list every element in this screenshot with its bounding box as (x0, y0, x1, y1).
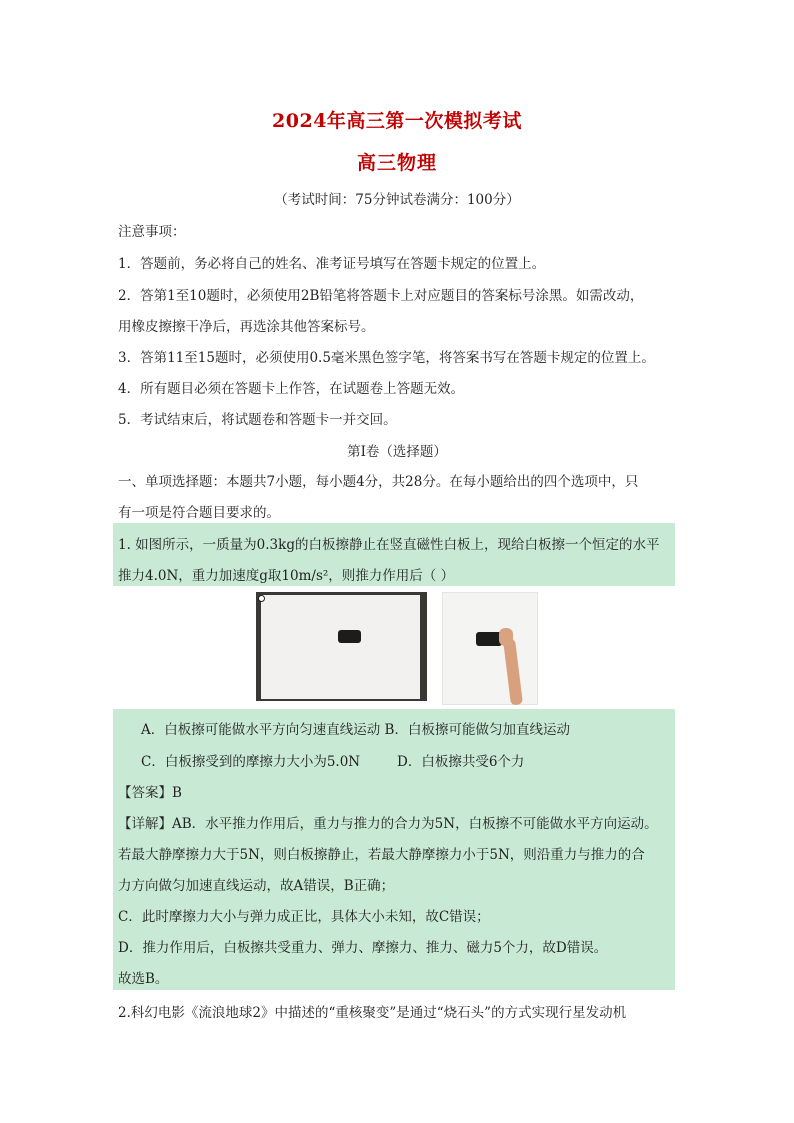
option-c: C．白板擦受到的摩擦力大小为5.0N (141, 754, 361, 770)
subject-title: 高三物理 (356, 152, 437, 174)
explanation-line: 故选B。 (118, 971, 169, 987)
whiteboard-surface (261, 595, 420, 699)
explanation-line: C．此时摩擦力大小与弹力成正比，具体大小未知，故C错误； (118, 909, 490, 925)
part-intro-line: 一、单项选择题：本题共7小题，每小题4分，共28分。在每小题给出的四个选项中，只 (118, 474, 639, 490)
whiteboard-photo (256, 592, 427, 701)
note-line: 1．答题前，务必将自己的姓名、准考证号填写在答题卡规定的位置上。 (118, 256, 546, 272)
explanation-line: 若最大静摩擦力大于5N，则白板擦静止，若最大静摩擦力小于5N，则沿重力与推力的合 (118, 847, 645, 863)
arm-icon (503, 639, 523, 706)
corner-mark-icon (258, 595, 265, 602)
note-line: 5．考试结束后，将试题卷和答题卡一并交回。 (118, 412, 397, 428)
note-line: 3．答第11至15题时，必须使用0.5毫米黑色签字笔，将答案书写在答题卡规定的位置上。 (118, 350, 655, 366)
notes-heading: 注意事项： (118, 224, 186, 240)
question1-stem-line: 推力4.0N，重力加速度g取10m/s²，则推力作用后（ ） (118, 568, 455, 584)
answer: 【答案】B (118, 785, 182, 801)
explanation-line: D．推力作用后，白板擦共受重力、弹力、摩擦力、推力、磁力5个力，故D错误。 (118, 940, 608, 956)
part-intro-line: 有一项是符合题目要求的。 (118, 505, 280, 521)
note-line: 用橡皮擦擦干净后，再选涂其他答案标号。 (118, 319, 375, 335)
hand-icon (499, 628, 513, 646)
exam-title: 2024年高三第一次模拟考试 (272, 110, 522, 132)
question1-stem-line: 1. 如图所示，一质量为0.3kg的白板擦静止在竖直磁性白板上，现给白板擦一个恒定的水平 (118, 537, 660, 553)
option-d: D．白板擦共受6个力 (397, 754, 525, 770)
question2-stem-line: 2.科幻电影《流浪地球2》中描述的“重核聚变”是通过“烧石头”的方式实现行星发动机 (118, 1005, 627, 1021)
whiteboard-push-photo (442, 592, 538, 705)
option-row: A．白板擦可能做水平方向匀速直线运动 B．白板擦可能做匀加直线运动 (141, 722, 570, 738)
explanation-line: 力方向做匀加速直线运动，故A错误，B正确； (118, 878, 395, 894)
explanation-line: 【详解】AB．水平推力作用后，重力与推力的合力为5N，白板擦不可能做水平方向运动。 (118, 816, 658, 832)
note-line: 4．所有题目必须在答题卡上作答，在试题卷上答题无效。 (118, 381, 465, 397)
note-line: 2．答第1至10题时，必须使用2B铅笔将答题卡上对应题目的答案标号涂黑。如需改动， (118, 288, 644, 304)
section-title: 第Ⅰ卷（选择题） (347, 444, 447, 460)
eraser-icon (338, 630, 361, 643)
exam-info: （考试时间：75分钟试卷满分：100分） (274, 192, 520, 208)
